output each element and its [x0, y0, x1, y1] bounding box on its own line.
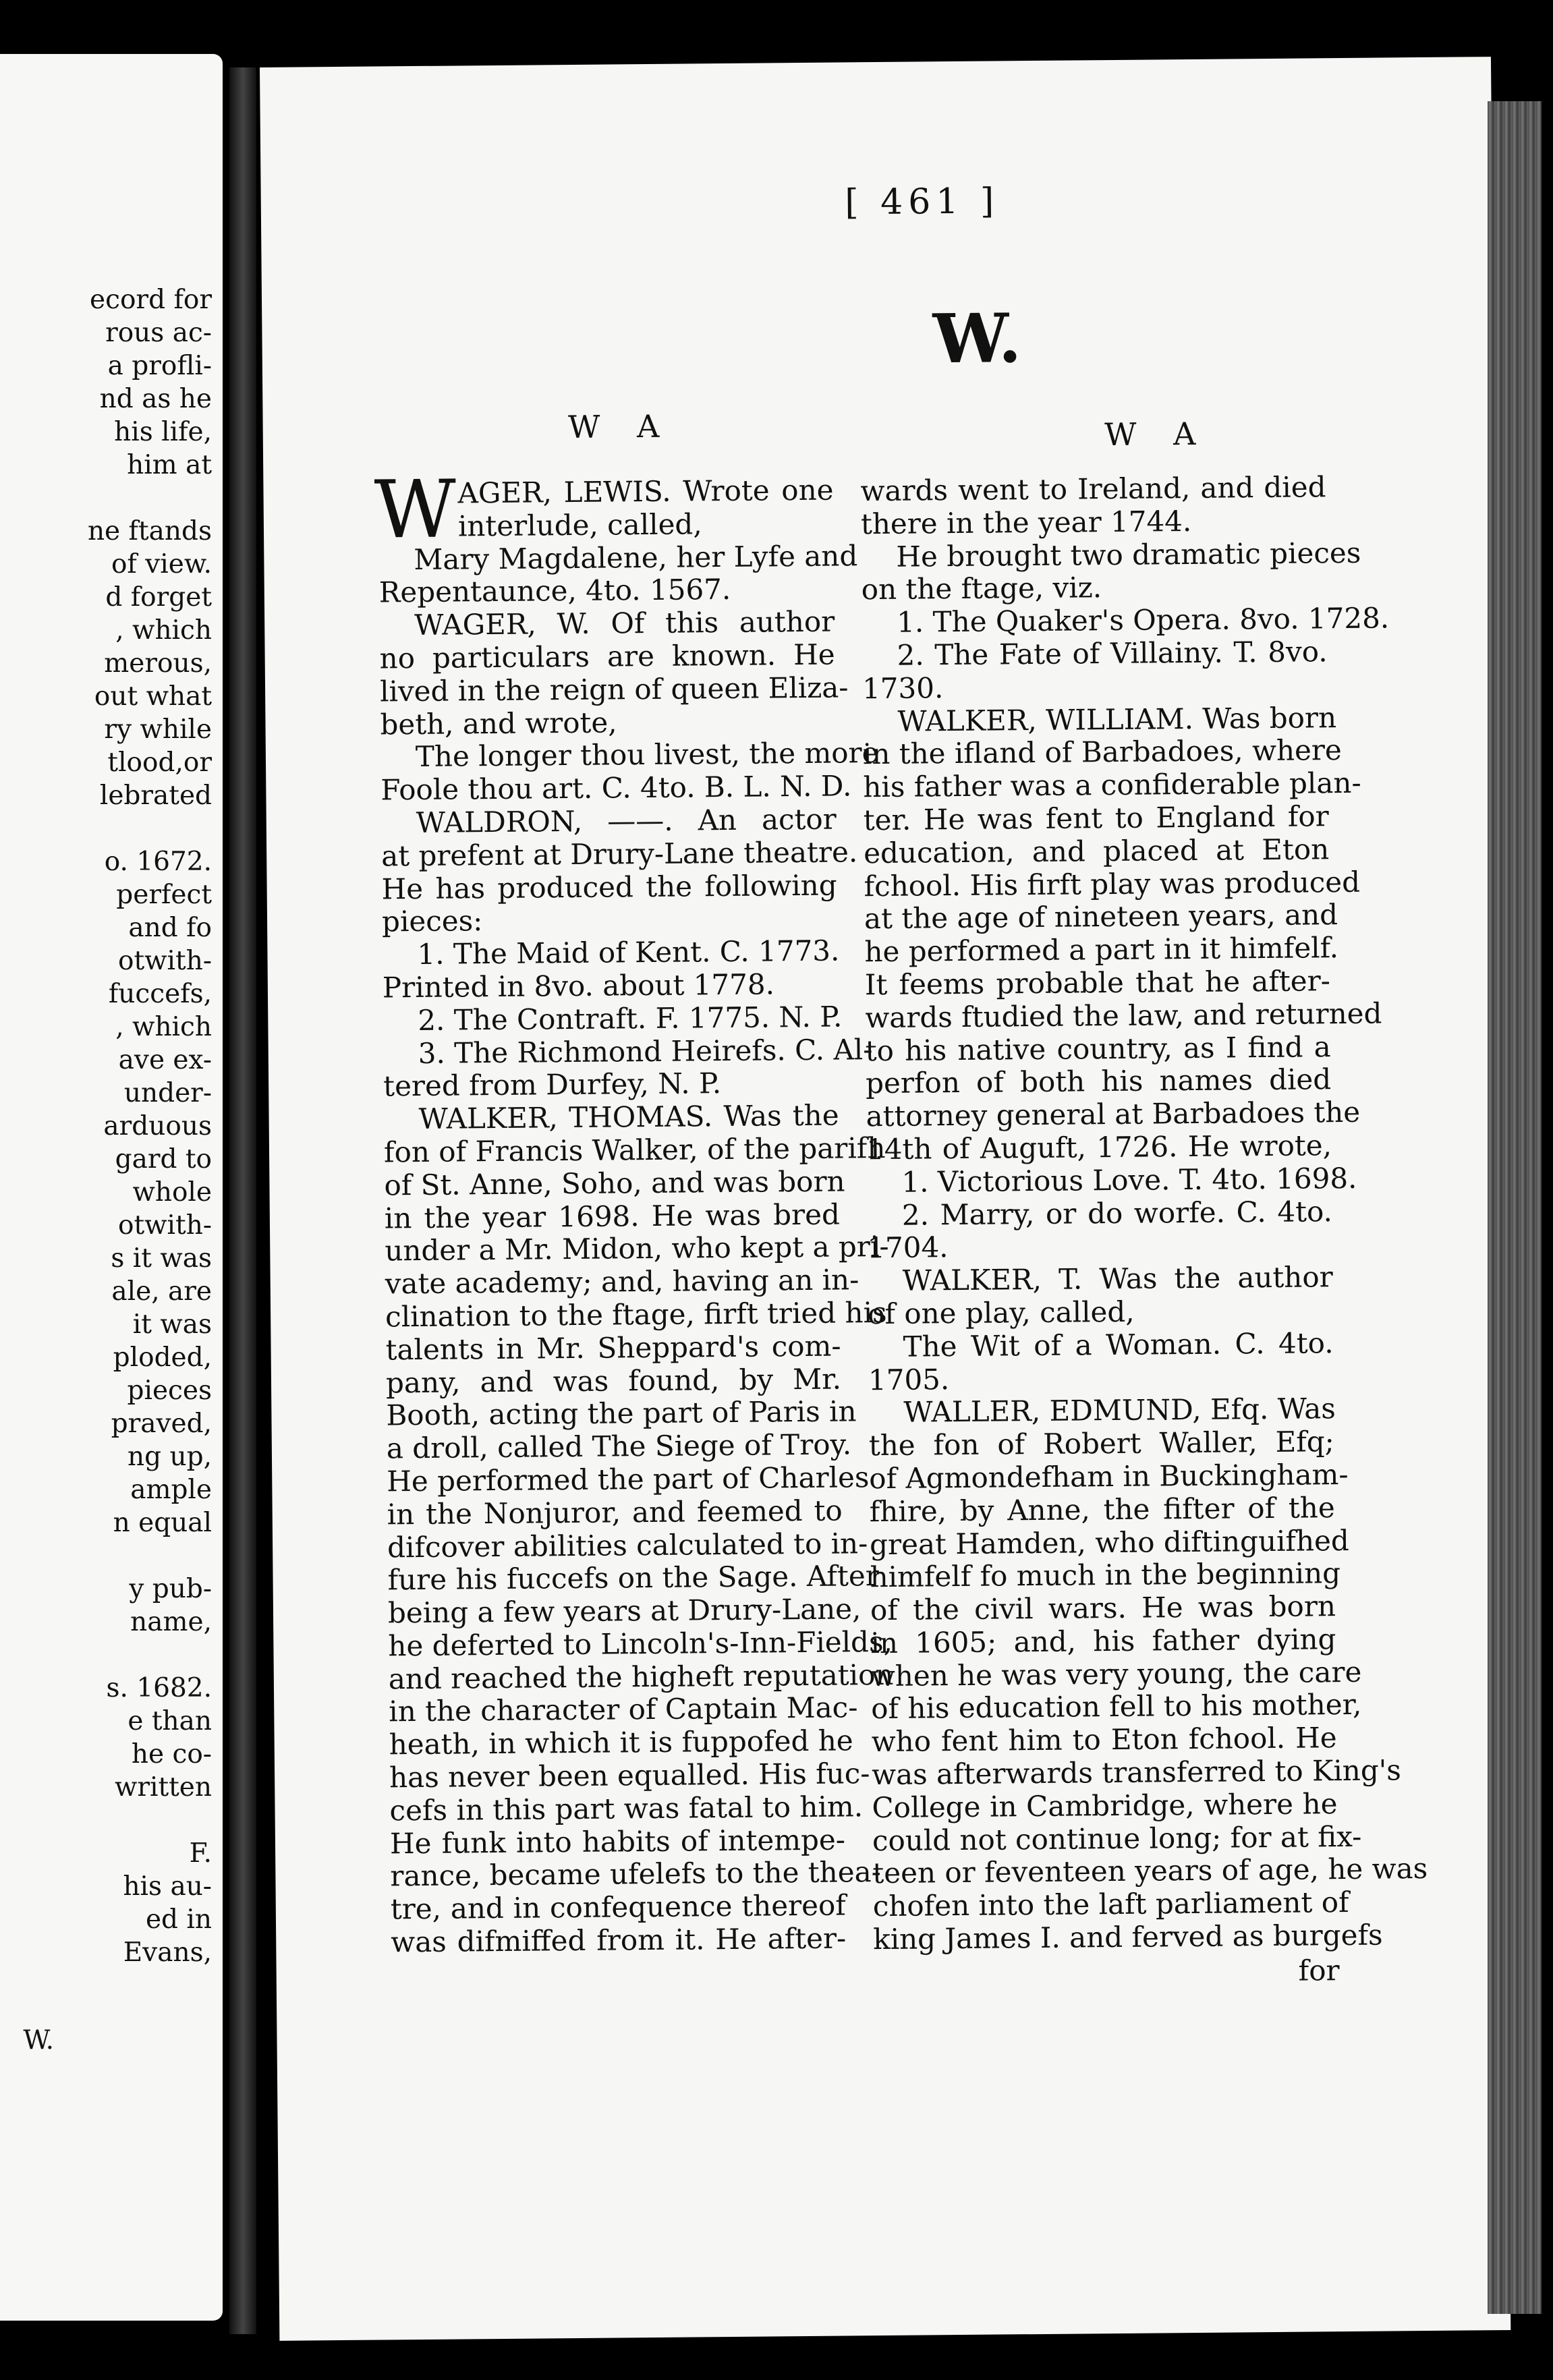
facing-page-line: pieces [127, 1376, 212, 1406]
text-line: cefs in this part was fatal to him. [389, 1790, 864, 1828]
text-line: 2. Marry, or do worfe. C. 4to. [901, 1194, 1333, 1232]
facing-page-line: perfect [116, 880, 212, 910]
text-line: was difmiffed from it. He after- [391, 1921, 847, 1959]
text-line: pany, and was found, by Mr. [385, 1362, 842, 1399]
text-line: in 1605; and, his father dying [870, 1622, 1336, 1660]
book-page [260, 57, 1510, 2341]
text-line: Repentaunce, 4to. 1567. [378, 573, 731, 609]
catchword: for [1298, 1954, 1340, 1987]
facing-page-line: ale, are [111, 1276, 212, 1307]
text-line: AGER, LEWIS. Wrote one [457, 473, 834, 510]
facing-page-line: a profli- [107, 351, 212, 381]
facing-page-line: ploded, [113, 1342, 212, 1373]
text-line: wards ftudied the law, and returned [865, 996, 1382, 1034]
text-line: wards went to Ireland, and died [860, 470, 1326, 508]
facing-page-line: rous ac- [105, 318, 212, 348]
text-line: fure his fuccefs on the Sage. After [387, 1559, 879, 1597]
text-line: of St. Anne, Soho, and was born [384, 1164, 845, 1202]
text-line: on the ftage, viz. [861, 571, 1102, 606]
facing-page-catchword: W. [23, 2025, 54, 2056]
text-line: of his education fell to his mother, [871, 1688, 1362, 1726]
facing-page-line: n equal [113, 1508, 212, 1538]
facing-page-line: whole [132, 1177, 212, 1208]
text-line: chofen into the laft parliament of [872, 1886, 1349, 1923]
book-edge [1488, 101, 1542, 2314]
text-line: king James I. and ferved as burgefs [873, 1918, 1383, 1956]
facing-page-line: d forget [105, 582, 212, 613]
facing-page-line: written [114, 1772, 212, 1803]
facing-page-line: s it was [111, 1243, 212, 1274]
text-line: tre, and in confequence thereof [390, 1888, 847, 1926]
text-line: fon of Francis Walker, of the parifh [383, 1131, 886, 1169]
text-line: 14th of Auguft, 1726. He wrote, [866, 1129, 1332, 1166]
text-line: clination to the ftage, firft tried his [385, 1295, 887, 1334]
text-line: 3. The Richmond Heirefs. C. Al- [418, 1032, 873, 1070]
drop-cap: W [374, 462, 457, 557]
facing-page-line: lebrated [99, 781, 212, 811]
text-line: He brought two dramatic pieces [896, 536, 1361, 573]
facing-page-line: F. [189, 1838, 212, 1869]
text-line: was afterwards transferred to King's [871, 1753, 1402, 1792]
text-line: fchool. His firft play was produced [864, 865, 1361, 903]
facing-page-line: merous, [104, 648, 212, 679]
facing-page-line: name, [130, 1607, 212, 1637]
text-line: who fent him to Eton fchool. He [871, 1721, 1337, 1759]
text-line: Booth, acting the part of Paris in [386, 1394, 857, 1432]
facing-page-line: s. 1682. [106, 1673, 212, 1703]
facing-page-line: Evans, [123, 1937, 212, 1968]
facing-page-line: y pub- [129, 1574, 212, 1604]
text-line: fhire, by Anne, the fifter of the [869, 1490, 1335, 1528]
text-line: he performed a part in it himfelf. [864, 931, 1339, 969]
text-line: at the age of nineteen years, and [864, 898, 1338, 936]
facing-page-line: otwith- [118, 946, 212, 976]
facing-page-line: otwith- [118, 1210, 212, 1241]
text-line: the fon of Robert Waller, Efq; [868, 1425, 1335, 1463]
text-line: great Hamden, who diftinguifhed [869, 1523, 1349, 1561]
facing-page-line: , which [115, 1012, 212, 1042]
right-running-head: W A [1104, 415, 1210, 453]
text-line: his father was a confiderable plan- [863, 766, 1361, 804]
text-line: a droll, called The Siege of Troy. [386, 1427, 852, 1465]
text-line: in the character of Captain Mac- [389, 1691, 858, 1728]
text-line: being a few years at Drury-Lane, [387, 1592, 862, 1630]
facing-page-line: nd as he [99, 384, 212, 414]
facing-page [0, 54, 223, 2321]
text-line: WALLER, EDMUND, Efq. Was [903, 1392, 1336, 1429]
text-line: 1704. [867, 1230, 949, 1265]
text-line: education, and placed at Eton [863, 832, 1330, 870]
facing-page-line: ne ftands [87, 516, 212, 546]
text-line: He has produced the following [381, 868, 837, 906]
text-line: when he was very young, the care [870, 1655, 1362, 1693]
text-line: WALKER, T. Was the author [902, 1260, 1333, 1297]
text-line: teen or feventeen years of age, he was [872, 1852, 1428, 1890]
text-line: WALKER, WILLIAM. Was born [897, 700, 1337, 738]
text-line: himfelf fo much in the beginning [870, 1556, 1341, 1594]
facing-page-line: of view. [111, 549, 212, 579]
text-line: of Agmondefham in Buckingham- [869, 1457, 1349, 1496]
facing-page-line: he co- [131, 1739, 212, 1769]
text-line: The longer thou livest, the more [415, 736, 879, 774]
page-number: [ 461 ] [845, 181, 1000, 223]
text-line: and reached the higheft reputation [388, 1658, 894, 1696]
text-line: to his native country, as I find a [865, 1029, 1331, 1067]
facing-page-line: it was [132, 1309, 212, 1340]
facing-page-line: e than [128, 1706, 212, 1736]
text-line: attorney general at Barbadoes the [866, 1095, 1361, 1133]
facing-page-line: out what [94, 681, 212, 712]
text-line: tered from Durfey, N. P. [383, 1067, 722, 1103]
text-line: He funk into habits of intempe- [389, 1823, 846, 1861]
right-column [860, 470, 1428, 1956]
text-line: vate academy; and, having an in- [385, 1263, 859, 1301]
facing-page-line: praved, [111, 1409, 212, 1439]
text-line: The Wit of a Woman. C. 4to. [903, 1326, 1334, 1363]
text-line: ter. He was fent to England for [863, 799, 1329, 837]
text-line: beth, and wrote, [380, 705, 617, 741]
text-line: pieces: [381, 904, 483, 938]
left-running-head: W A [567, 407, 673, 446]
text-line: WALKER, THOMAS. Was the [418, 1098, 839, 1136]
text-line: lived in the reign of queen Eliza- [379, 671, 849, 708]
facing-page-line: him at [127, 450, 212, 480]
text-line: no particulars are known. He [379, 638, 835, 675]
left-column [374, 462, 894, 1960]
facing-page-line: gard to [115, 1144, 212, 1174]
text-line: could not continue long; for at fix- [872, 1819, 1362, 1857]
text-line: 1. Victorious Love. T. 4to. 1698. [901, 1161, 1357, 1199]
text-line: WALDRON, ——. An actor [416, 802, 837, 839]
text-line: 2. The Fate of Villainy. T. 8vo. [897, 635, 1328, 672]
facing-page-line: ed in [145, 1904, 212, 1935]
facing-page-line: fuccefs, [108, 979, 212, 1009]
text-line: 1. The Maid of Kent. C. 1773. [417, 934, 840, 971]
text-line: College in Cambridge, where he [872, 1787, 1338, 1825]
facing-page-line: and fo [128, 913, 212, 943]
facing-page-line: ry while [104, 714, 212, 745]
section-letter: W. [932, 298, 1022, 379]
facing-page-line: , which [115, 615, 212, 646]
facing-page-line: o. 1672. [104, 847, 212, 877]
text-line: under a Mr. Midon, who kept a pri- [385, 1230, 889, 1268]
text-line: of one play, called, [867, 1295, 1135, 1331]
book-gutter [229, 67, 256, 2334]
text-line: at prefent at Drury-Lane theatre. [380, 835, 858, 873]
text-line: he deferted to Lincoln's-Inn-Fields, [388, 1624, 893, 1663]
text-line: heath, in which it is fuppofed he [389, 1724, 853, 1761]
text-line: 1730. [862, 671, 944, 706]
facing-page-line: under- [123, 1078, 212, 1108]
facing-page-line: his life, [114, 417, 212, 447]
facing-page-line: ave ex- [118, 1045, 212, 1075]
text-line: has never been equalled. His fuc- [389, 1757, 870, 1794]
text-line: Mary Magdalene, her Lyfe and [414, 538, 858, 576]
text-line: in the Nonjuror, and feemed to [387, 1494, 843, 1531]
text-line: of the civil wars. He was born [870, 1589, 1336, 1627]
text-line: WAGER, W. Of this author [414, 604, 835, 642]
text-line: talents in Mr. Sheppard's com- [385, 1329, 841, 1367]
text-line: rance, became ufelefs to the thea- [390, 1855, 882, 1893]
text-line: difcover abilities calculated to in- [387, 1526, 868, 1564]
text-line: Foole thou art. C. 4to. B. L. N. D. [380, 769, 852, 807]
facing-page-line: his au- [123, 1871, 212, 1902]
text-line: 1705. [868, 1362, 950, 1396]
facing-page-line: arduous [103, 1111, 212, 1141]
text-line: in the ifland of Barbadoes, where [862, 733, 1343, 771]
text-line: He performed the part of Charles [387, 1461, 870, 1498]
text-line: It feems probable that he after- [864, 964, 1331, 1002]
text-line: perfon of both his names died [865, 1062, 1332, 1100]
facing-page-line: ecord for [90, 285, 212, 315]
facing-page-line: tlood,or [107, 747, 212, 778]
text-line: Printed in 8vo. about 1778. [382, 967, 775, 1004]
text-line: there in the year 1744. [860, 504, 1192, 541]
facing-page-line: ng up, [128, 1442, 212, 1472]
text-line: in the year 1698. He was bred [384, 1197, 841, 1235]
text-line: 1. The Quaker's Opera. 8vo. 1728. [896, 601, 1390, 639]
text-line: interlude, called, [457, 507, 702, 543]
text-line: 2. The Contraft. F. 1775. N. P. [418, 1000, 843, 1037]
facing-page-line: ample [130, 1475, 212, 1505]
